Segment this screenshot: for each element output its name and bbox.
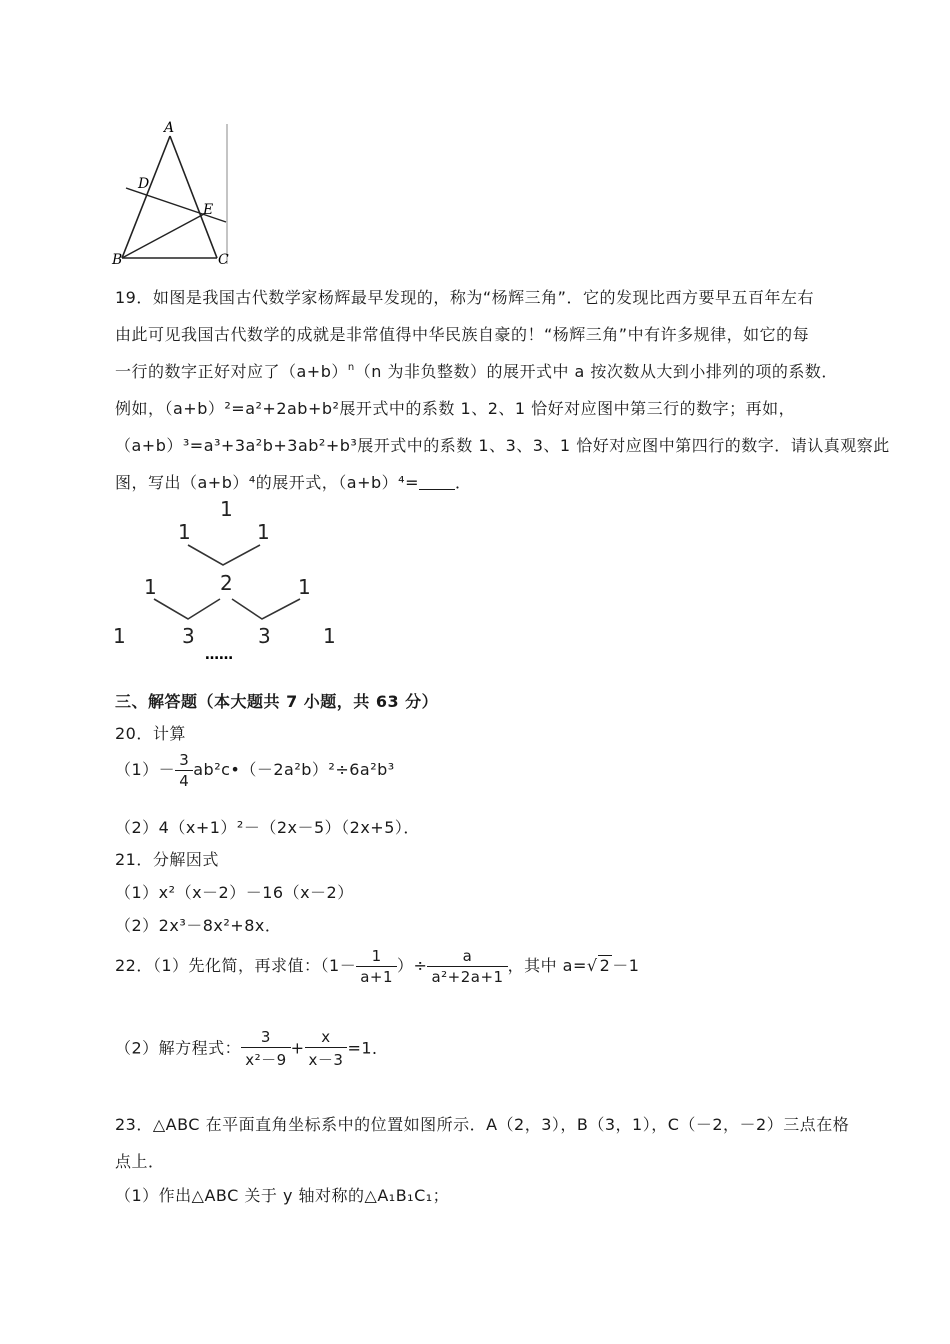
q23-part1: （1）作出△ABC 关于 y 轴对称的△A₁B₁C₁； bbox=[115, 1186, 450, 1205]
row4-num-3: 3 bbox=[258, 624, 271, 648]
q19-line5: （a+b）³=a³+3a²b+3ab²+b³展开式中的系数 1、3、3、1 恰好对应图中第四行的数字．请认真观察此 bbox=[115, 436, 890, 455]
q19-line3-a: 一行的数字正好对应了（a+b） bbox=[115, 362, 348, 381]
side-ab bbox=[122, 136, 170, 258]
row3-num-3: 1 bbox=[298, 575, 311, 599]
q22-frac2-den: a²+2a+1 bbox=[427, 966, 507, 986]
triangle-ellipsis: …… bbox=[205, 647, 233, 663]
q19-line6-a: 图，写出（a+b）⁴的展开式，（a+b）⁴= bbox=[115, 473, 419, 492]
q19-line3-b: （n 为非负整数）的展开式中 a 按次数从大到小排列的项的系数． bbox=[354, 362, 838, 381]
q20-p1-frac-den: 4 bbox=[175, 770, 193, 790]
side-ac bbox=[170, 136, 217, 258]
q19-line1: 19．如图是我国古代数学家杨辉最早发现的，称为“杨辉三角”．它的发现比西方要早五百年左右 bbox=[115, 288, 814, 307]
q22-p2-end: ． bbox=[372, 1038, 389, 1058]
row4-num-2: 3 bbox=[182, 624, 195, 648]
q22-p2-frac1-den: x²－9 bbox=[241, 1047, 290, 1070]
q19-line3-sup: n bbox=[347, 362, 355, 373]
q20-p1-prefix: （1）－ bbox=[115, 760, 176, 779]
label-c: C bbox=[218, 252, 229, 268]
label-d: D bbox=[138, 176, 150, 192]
q19-line4: 例如，（a+b）²=a²+2ab+b²展开式中的系数 1、2、1 恰好对应图中第三行的数字；再如， bbox=[115, 399, 796, 418]
q22-frac1-num: 1 bbox=[371, 947, 382, 965]
connector-row2 bbox=[188, 545, 260, 565]
q21-title: 21．分解因式 bbox=[115, 850, 219, 869]
row2-num-1: 1 bbox=[178, 520, 191, 544]
label-b: B bbox=[112, 252, 123, 268]
q23-line1: 23．△ABC 在平面直角坐标系中的位置如图所示．A（2，3），B（3，1），C（－2，－2）三点在格 bbox=[115, 1115, 850, 1134]
q22-p2-frac1-num: 3 bbox=[260, 1028, 271, 1046]
answer-blank[interactable] bbox=[419, 475, 455, 490]
q22-p1-fraction2 bbox=[427, 947, 507, 986]
q22-p2-plus: + bbox=[290, 1038, 305, 1058]
row3-num-1: 1 bbox=[144, 575, 157, 599]
q19-line6-b: ． bbox=[454, 473, 472, 492]
row1-num-1: 1 bbox=[220, 497, 233, 521]
q21-part1: （1）x²（x－2）－16（x－2） bbox=[115, 883, 354, 902]
q22-p2-frac2-num: x bbox=[321, 1028, 331, 1046]
q22-frac2-num: a bbox=[462, 947, 473, 965]
triangle-figure bbox=[110, 118, 235, 268]
q22-p2-eq: =1 bbox=[347, 1038, 373, 1058]
q20-part2: （2）4（x+1）²－（2x－5）（2x+5）． bbox=[115, 818, 420, 837]
q20-p1-rest: ab²c•（－2a²b）²÷6a²b³ bbox=[193, 760, 395, 779]
q22-part2 bbox=[115, 1028, 389, 1070]
label-a: A bbox=[164, 120, 175, 136]
section3-heading: 三、解答题（本大题共 7 小题，共 63 分） bbox=[115, 692, 439, 711]
sqrt-radicand: 2 bbox=[599, 956, 611, 975]
yanghui-triangle-figure bbox=[110, 495, 340, 665]
label-e: E bbox=[203, 202, 214, 218]
q20-p1-fraction bbox=[175, 751, 193, 790]
q19-line2: 由此可见我国古代数学的成就是非常值得中华民族自豪的！“杨辉三角”中有许多规律，如它的每 bbox=[115, 325, 810, 344]
q22-p1-fraction1 bbox=[356, 947, 397, 986]
q22-p1-end: －1 bbox=[612, 956, 640, 975]
q19-line3 bbox=[115, 359, 838, 382]
q22-p2-fraction2 bbox=[305, 1028, 348, 1070]
q22-p1-prefix: 22．（1）先化简，再求值：（1－ bbox=[115, 956, 357, 975]
q22-p2-fraction1 bbox=[241, 1028, 290, 1070]
row4-num-4: 1 bbox=[323, 624, 336, 648]
sqrt-symbol: √ 2 bbox=[586, 956, 611, 975]
q20-title: 20．计算 bbox=[115, 724, 186, 743]
row2-num-2: 1 bbox=[257, 520, 270, 544]
line-be bbox=[122, 214, 204, 258]
connector-row3-right bbox=[232, 599, 300, 619]
connector-row3-left bbox=[154, 599, 220, 619]
q22-p2-prefix: （2）解方程式： bbox=[115, 1038, 242, 1058]
q19-line6 bbox=[115, 470, 472, 493]
q20-part1 bbox=[115, 751, 395, 790]
q22-frac1-den: a+1 bbox=[356, 966, 397, 986]
q22-p1-mid: ）÷ bbox=[397, 956, 428, 975]
row3-num-2: 2 bbox=[220, 571, 233, 595]
q23-line2: 点上． bbox=[115, 1152, 165, 1171]
q21-part2: （2）2x³－8x²+8x． bbox=[115, 916, 282, 935]
q20-p1-frac-num: 3 bbox=[179, 751, 190, 769]
q22-part1 bbox=[115, 947, 639, 986]
q22-p2-frac2-den: x－3 bbox=[305, 1047, 348, 1070]
q22-p1-suffix: ，其中 a= bbox=[507, 956, 587, 975]
row4-num-1: 1 bbox=[113, 624, 126, 648]
